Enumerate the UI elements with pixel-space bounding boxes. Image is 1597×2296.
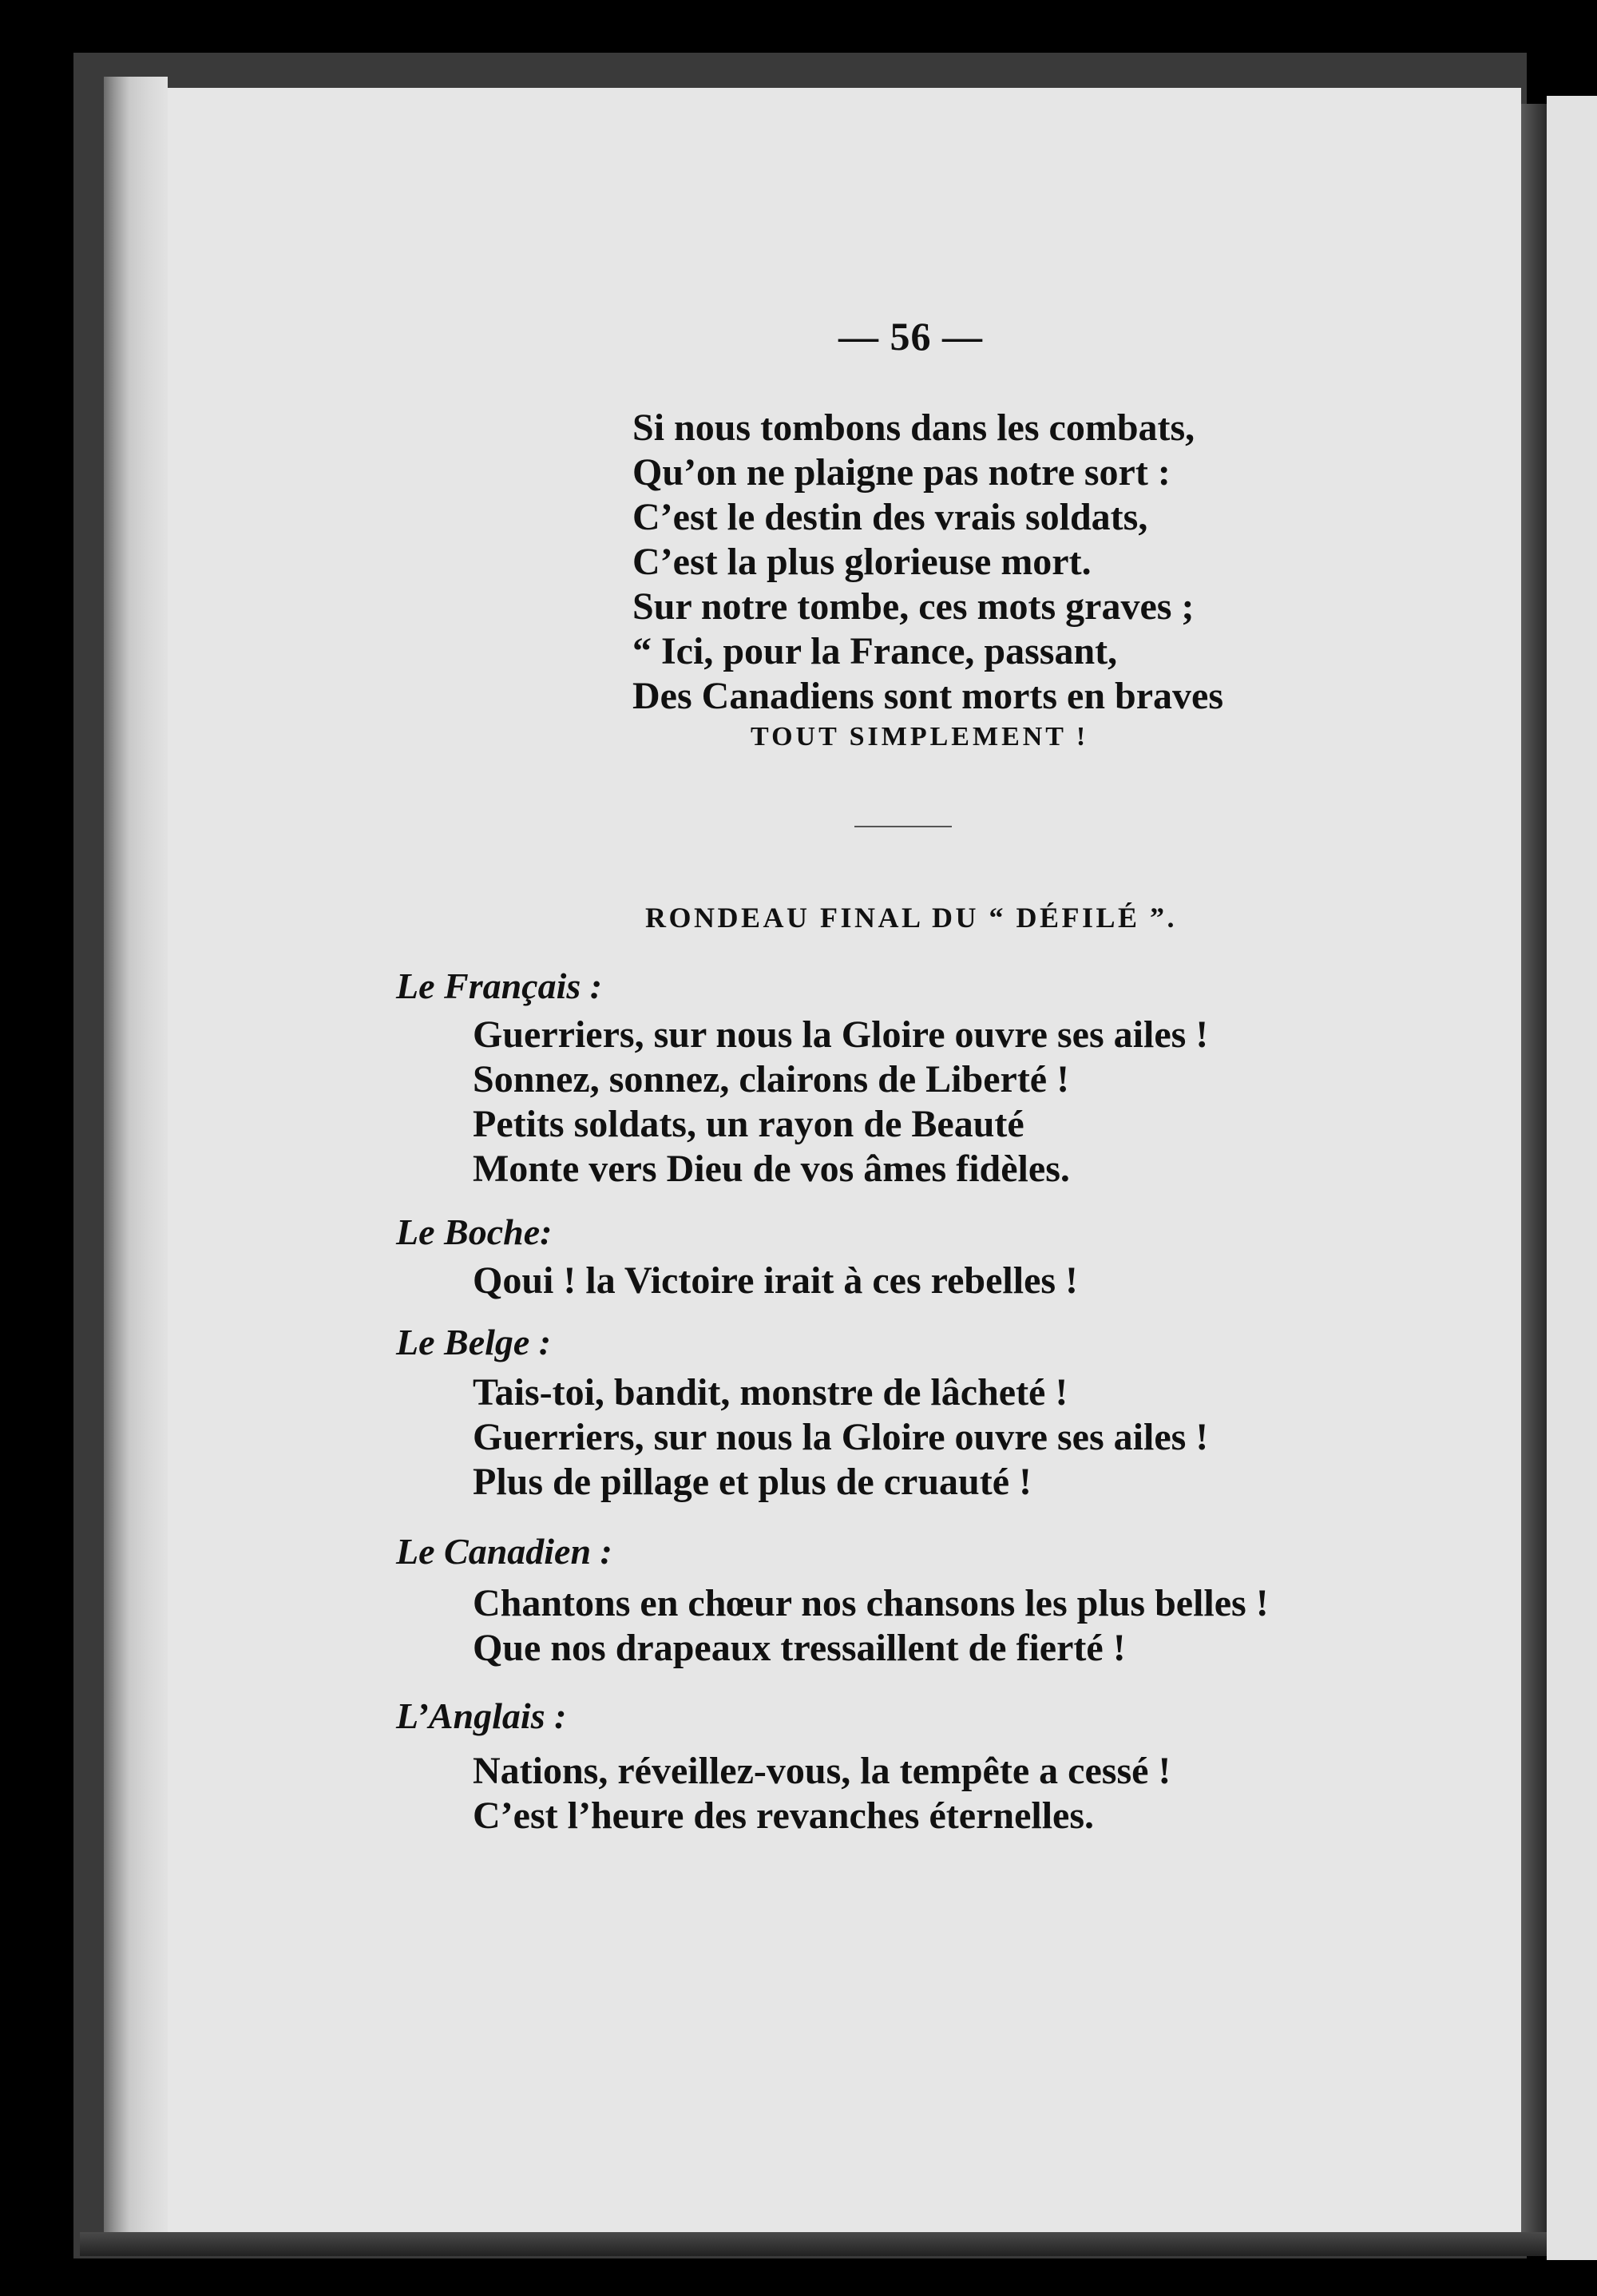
speech-block	[473, 1370, 1208, 1505]
speaker-label: Le Boche:	[396, 1211, 553, 1252]
speaker-label: L’Anglais :	[396, 1695, 567, 1736]
verse-line: Si nous tombons dans les combats,	[632, 406, 1195, 449]
stanza-closing: TOUT SIMPLEMENT !	[751, 722, 1089, 751]
section-title: RONDEAU FINAL DU “ DÉFILÉ ”.	[645, 902, 1178, 934]
verse-line: Plus de pillage et plus de cruauté !	[473, 1461, 1032, 1503]
speech-block	[473, 1013, 1208, 1192]
book-binding-gutter	[104, 77, 168, 2245]
book-bottom-edge	[80, 2232, 1547, 2256]
verse-line: Nations, réveillez-vous, la tempête a cessé !	[473, 1750, 1171, 1792]
verse-line: Sonnez, sonnez, clairons de Liberté !	[473, 1058, 1070, 1100]
verse-line: Que nos drapeaux tressaillent de fierté !	[473, 1627, 1126, 1669]
page-number: — 56 —	[838, 314, 983, 359]
verse-line: Des Canadiens sont morts en braves	[632, 675, 1224, 717]
poem-stanza	[632, 406, 1223, 752]
speaker-label: Le Belge :	[396, 1322, 552, 1362]
next-page-edge	[1547, 96, 1597, 2260]
speaker-label: Le Français :	[396, 966, 603, 1006]
verse-line: Qoui ! la Victoire irait à ces rebelles !	[473, 1259, 1079, 1302]
verse-line: Qu’on ne plaigne pas notre sort :	[632, 451, 1171, 494]
verse-line: Petits soldats, un rayon de Beauté	[473, 1103, 1024, 1145]
speech-block	[473, 1581, 1269, 1671]
verse-line: Monte vers Dieu de vos âmes fidèles.	[473, 1148, 1070, 1190]
verse-line: Chantons en chœur nos chansons les plus belles !	[473, 1582, 1269, 1624]
verse-line: Guerriers, sur nous la Gloire ouvre ses ailes !	[473, 1013, 1209, 1056]
book-right-edge	[1521, 104, 1547, 2244]
section-divider	[854, 826, 952, 827]
speech-block	[473, 1749, 1171, 1838]
verse-line: “ Ici, pour la France, passant,	[632, 630, 1118, 672]
verse-line: C’est la plus glorieuse mort.	[632, 541, 1092, 583]
speaker-label: Le Canadien :	[396, 1531, 612, 1572]
verse-line: Tais-toi, bandit, monstre de lâcheté !	[473, 1371, 1068, 1414]
verse-line: Guerriers, sur nous la Gloire ouvre ses ailes !	[473, 1416, 1209, 1458]
verse-line: C’est le destin des vrais soldats,	[632, 496, 1148, 538]
speech-block	[473, 1259, 1078, 1303]
verse-line: C’est l’heure des revanches éternelles.	[473, 1794, 1095, 1837]
verse-line: Sur notre tombe, ces mots graves ;	[632, 585, 1195, 628]
